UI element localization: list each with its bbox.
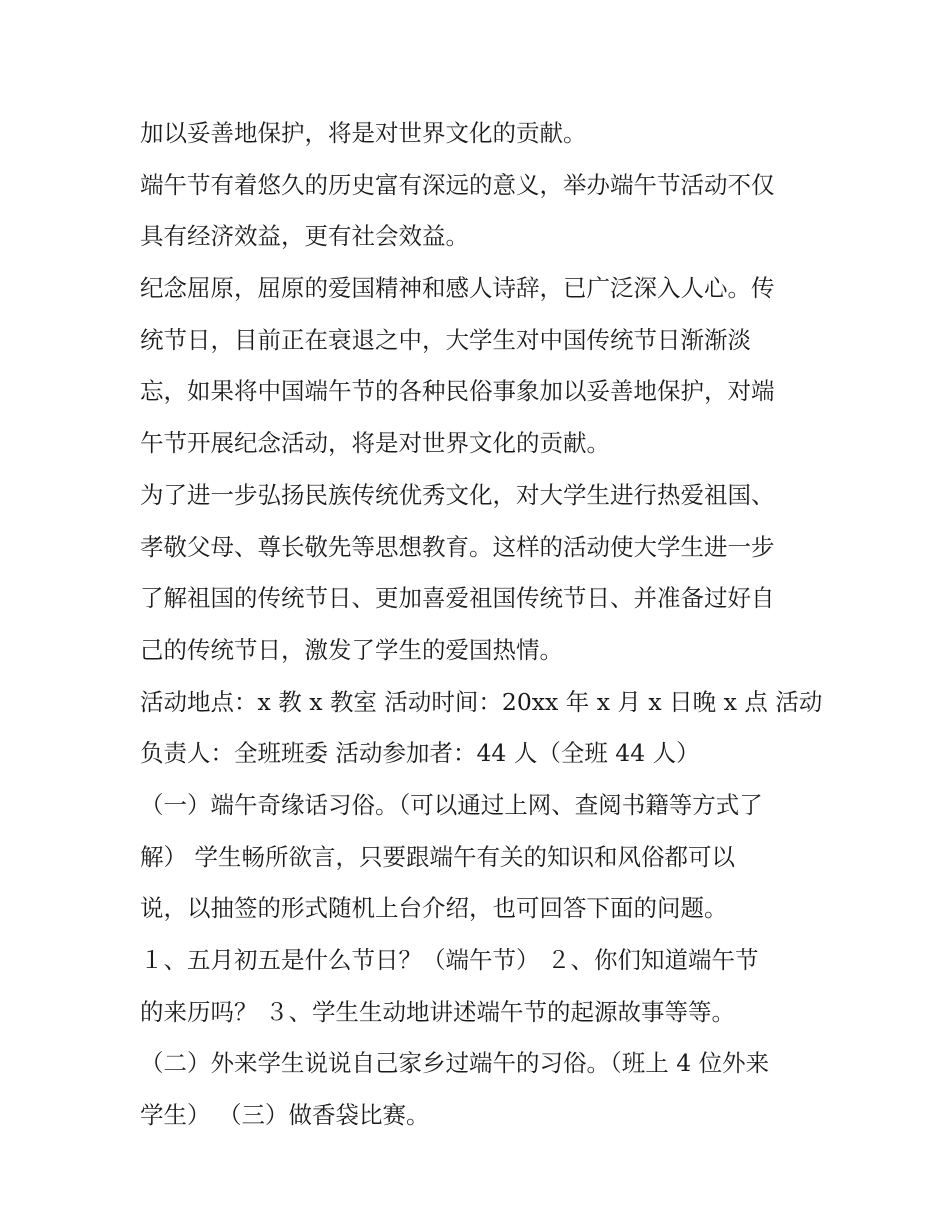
text-line: 解） 学生畅所欲言，只要跟端午有关的知识和风俗都可以 — [140, 842, 735, 871]
text-line: （二）外来学生说说自己家乡过端午的习俗。（班上 4 位外来 — [140, 1049, 770, 1078]
text-line: 统节日，目前正在衰退之中，大学生对中国传统节日渐渐淡 — [140, 325, 751, 354]
text-line: 纪念屈原，屈原的爱国精神和感人诗辞，已广泛深入人心。传 — [140, 274, 775, 303]
text-line: 说，以抽签的形式随机上台介绍，也可回答下面的问题。 — [140, 894, 728, 923]
text-line: 活动地点：x 教 x 教室 活动时间：20xx 年 x 月 x 日晚 x 点 活动 — [140, 687, 823, 716]
text-line: （一）端午奇缘话习俗。（可以通过上网、查阅书籍等方式了 — [140, 790, 763, 819]
text-line: 午节开展纪念活动，将是对世界文化的贡献。 — [140, 429, 610, 458]
text-line: １、五月初五是什么节日？（端午节） ２、你们知道端午节 — [140, 946, 759, 974]
text-line: 为了进一步弘扬民族传统优秀文化，对大学生进行热爱祖国、 — [140, 480, 775, 509]
text-line: 了解祖国的传统节日、更加喜爱祖国传统节日、并准备过好自 — [140, 584, 775, 613]
text-line: 忘，如果将中国端午节的各种民俗事象加以妥善地保护，对端 — [140, 377, 775, 406]
text-line: 具有经济效益，更有社会效益。 — [140, 222, 469, 251]
text-line: 负责人：全班班委 活动参加者：44 人（全班 44 人） — [140, 739, 700, 768]
document-body — [140, 108, 823, 1142]
text-line: 加以妥善地保护，将是对世界文化的贡献。 — [140, 119, 587, 147]
text-line: 学生） （三）做香袋比赛。 — [140, 1101, 430, 1130]
text-line: 孝敬父母、尊长敬先等思想教育。这样的活动使大学生进一步 — [140, 532, 775, 561]
text-line: 的来历吗？ ３、学生生动地讲述端午节的起源故事等等。 — [140, 997, 735, 1026]
text-line: 己的传统节日，激发了学生的爱国热情。 — [140, 635, 563, 664]
text-line: 端午节有着悠久的历史富有深远的意义，举办端午节活动不仅 — [140, 170, 775, 199]
